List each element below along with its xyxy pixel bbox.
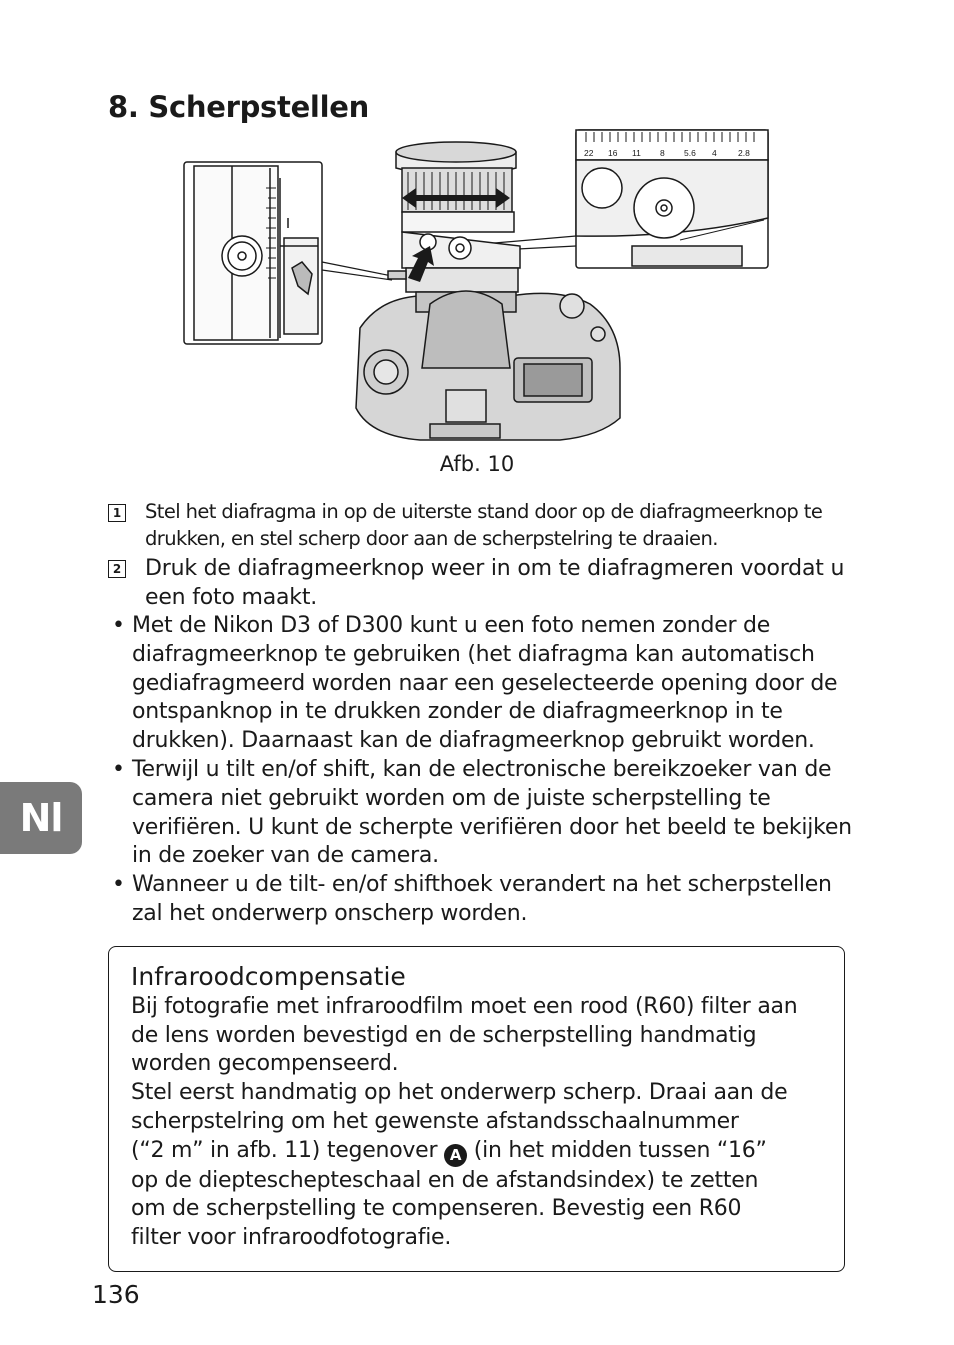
marker-a-icon: A [444, 1144, 467, 1167]
step-item [108, 554, 848, 612]
infobox-text: Bij fotografie met infraroodfilm moet een rood (R60) filter aan de lens worden bevestigd en de scherpstelling handmatig worden gecompenseerd. [131, 994, 798, 1077]
infobox-text: (in het midden tussen “16” op de diepteschepteschaal en de afstandsindex) te zetten om de scherpstelling te compenseren. Bevestig een R60 filter voor infraroodfotografie. [131, 1137, 767, 1250]
lens-body [388, 142, 520, 292]
list-item: • Terwijl u tilt en/of shift, kan de electronische bereikzoeker van de camera niet gebruikt worden om de juiste scherpstelling te verifiëren. U kunt de scherpte verifiëren door het beeld te bekijken in de zoeker van de camera. [108, 756, 853, 871]
page-number: 136 [92, 1280, 140, 1309]
left-inset-detail [184, 162, 322, 344]
scale-label: 22 [584, 148, 594, 158]
scale-label: 8 [660, 148, 665, 158]
infobox-title: Infraroodcompensatie [131, 962, 406, 991]
step-text: Stel het diafragma in op de uiterste stand door op de diafragmeerknop te drukken, en stel scherp door aan de scherpstelring te draaien. [145, 500, 823, 550]
section-title: 8. Scherpstellen [108, 90, 369, 124]
step-number: 2 [108, 560, 126, 578]
scale-label: 5.6 [684, 148, 696, 158]
list-item: • Met de Nikon D3 of D300 kunt u een foto nemen zonder de diafragmeerknop te gebruiken (het diafragma kan automatisch gediafragmeerd worden naar een geselecteerde opening door de ontspanknop in te drukken zonder de diafragmeerknop in te drukken). Daarnaast kan de diafragmeerknop gebruikt worden. [108, 612, 853, 756]
infobox-text: Stel eerst handmatig op het onderwerp scherp. Draai aan de scherpstelring om het gewenste afstandsschaalnummer (“2 m” in afb. 11) tegenover [131, 1080, 788, 1163]
scale-label: 2.8 [738, 148, 750, 158]
infobox-paragraph [131, 993, 822, 1253]
figure-caption: Afb. 10 [439, 452, 515, 476]
step-number: 1 [108, 504, 126, 522]
step-item [108, 498, 848, 552]
scale-label: 4 [712, 148, 717, 158]
camera-body [356, 291, 620, 440]
step-text: Druk de diafragmeerknop weer in om te diafragmeren voordat u een foto maakt. [145, 556, 845, 610]
scale-label: 16 [608, 148, 618, 158]
camera-lens-illustration [180, 128, 772, 448]
procedure-steps [108, 498, 848, 614]
notes-list [108, 612, 853, 929]
scale-label: 11 [632, 148, 641, 158]
list-item: • Wanneer u de tilt- en/of shifthoek verandert na het scherpstellen zal het onderwerp onscherp worden. [108, 871, 853, 929]
language-tab: Nl [0, 782, 82, 854]
infrared-compensation-box [108, 946, 845, 1272]
